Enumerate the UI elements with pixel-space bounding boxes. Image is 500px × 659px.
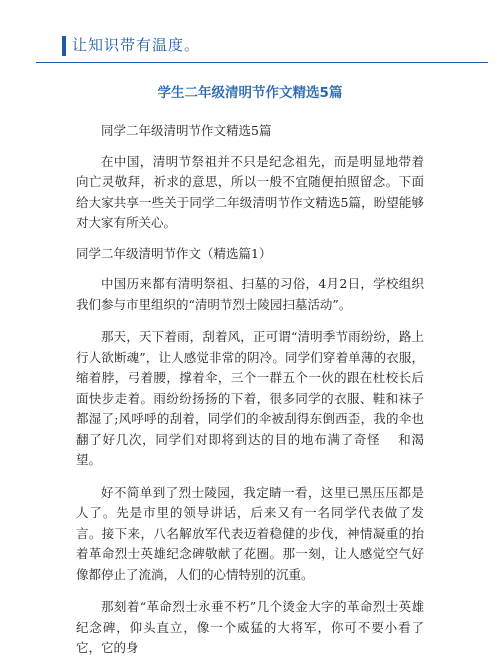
header-divider <box>36 62 488 63</box>
paragraph-1: 中国历来都有清明祭祖、扫墓的习俗，4月2日，学校组织我们参与市里组织的“清明节烈士陵园扫墓活动”。 <box>76 276 424 312</box>
header-accent-bar <box>62 36 66 56</box>
document-title: 学生二年级清明节作文精选5篇 <box>157 85 343 101</box>
header-tagline: 让知识带有温度。 <box>72 36 201 54</box>
paragraph-2: 那天，天下着雨，刮着风，正可谓“清明季节雨纷纷，路上行人欲断魂”，让人感觉非常的阴冷。同学们穿着单薄的衣服，缩着脖，弓着腰，撑着伞，三个一群五个一伙的跟在杜校长后面快步走着。雨纷纷扬扬的下着，很多同学的衣服、鞋和袜子都湿了;风呼呼的刮着，同学们的伞被刮得东倒西歪，我的伞也翻了好几次，同学们对即将到达的目的地布满了奇怪 和渴望。 <box>76 329 424 467</box>
document-body <box>76 121 424 659</box>
intro-paragraph: 在中国，清明节祭祖并不只是纪念祖先，而是明显地带着向亡灵敬拜，祈求的意思，所以一般不宜随便拍照留念。下面给大家共享一些关于同学二年级清明节作文精选5篇，盼望能够对大家有所关心。 <box>76 153 424 230</box>
document-subtitle: 同学二年级清明节作文精选5篇 <box>101 123 272 138</box>
section-heading: 同学二年级清明节作文（精选篇1） <box>76 245 272 261</box>
paragraph-3: 好不简单到了烈士陵园，我定睛一看，这里已黑压压都是人了。先是市里的领导讲话，后来又有一名同学代表做了发言。接下来，八名解放军代表迈着稳健的步伐，神情凝重的抬着革命烈士英雄纪念碑敬献了花圈。那一刻，让人感觉空气好像都停止了流淌，人们的心情特别的沉重。 <box>76 484 424 582</box>
paragraph-4: 那刻着“革命烈士永垂不朽”几个烫金大字的革命烈士英雄纪念碑，仰头直立，像一个威猛的大将军，你可不要小看了它，它的身 <box>76 599 424 655</box>
page-header <box>0 0 500 62</box>
